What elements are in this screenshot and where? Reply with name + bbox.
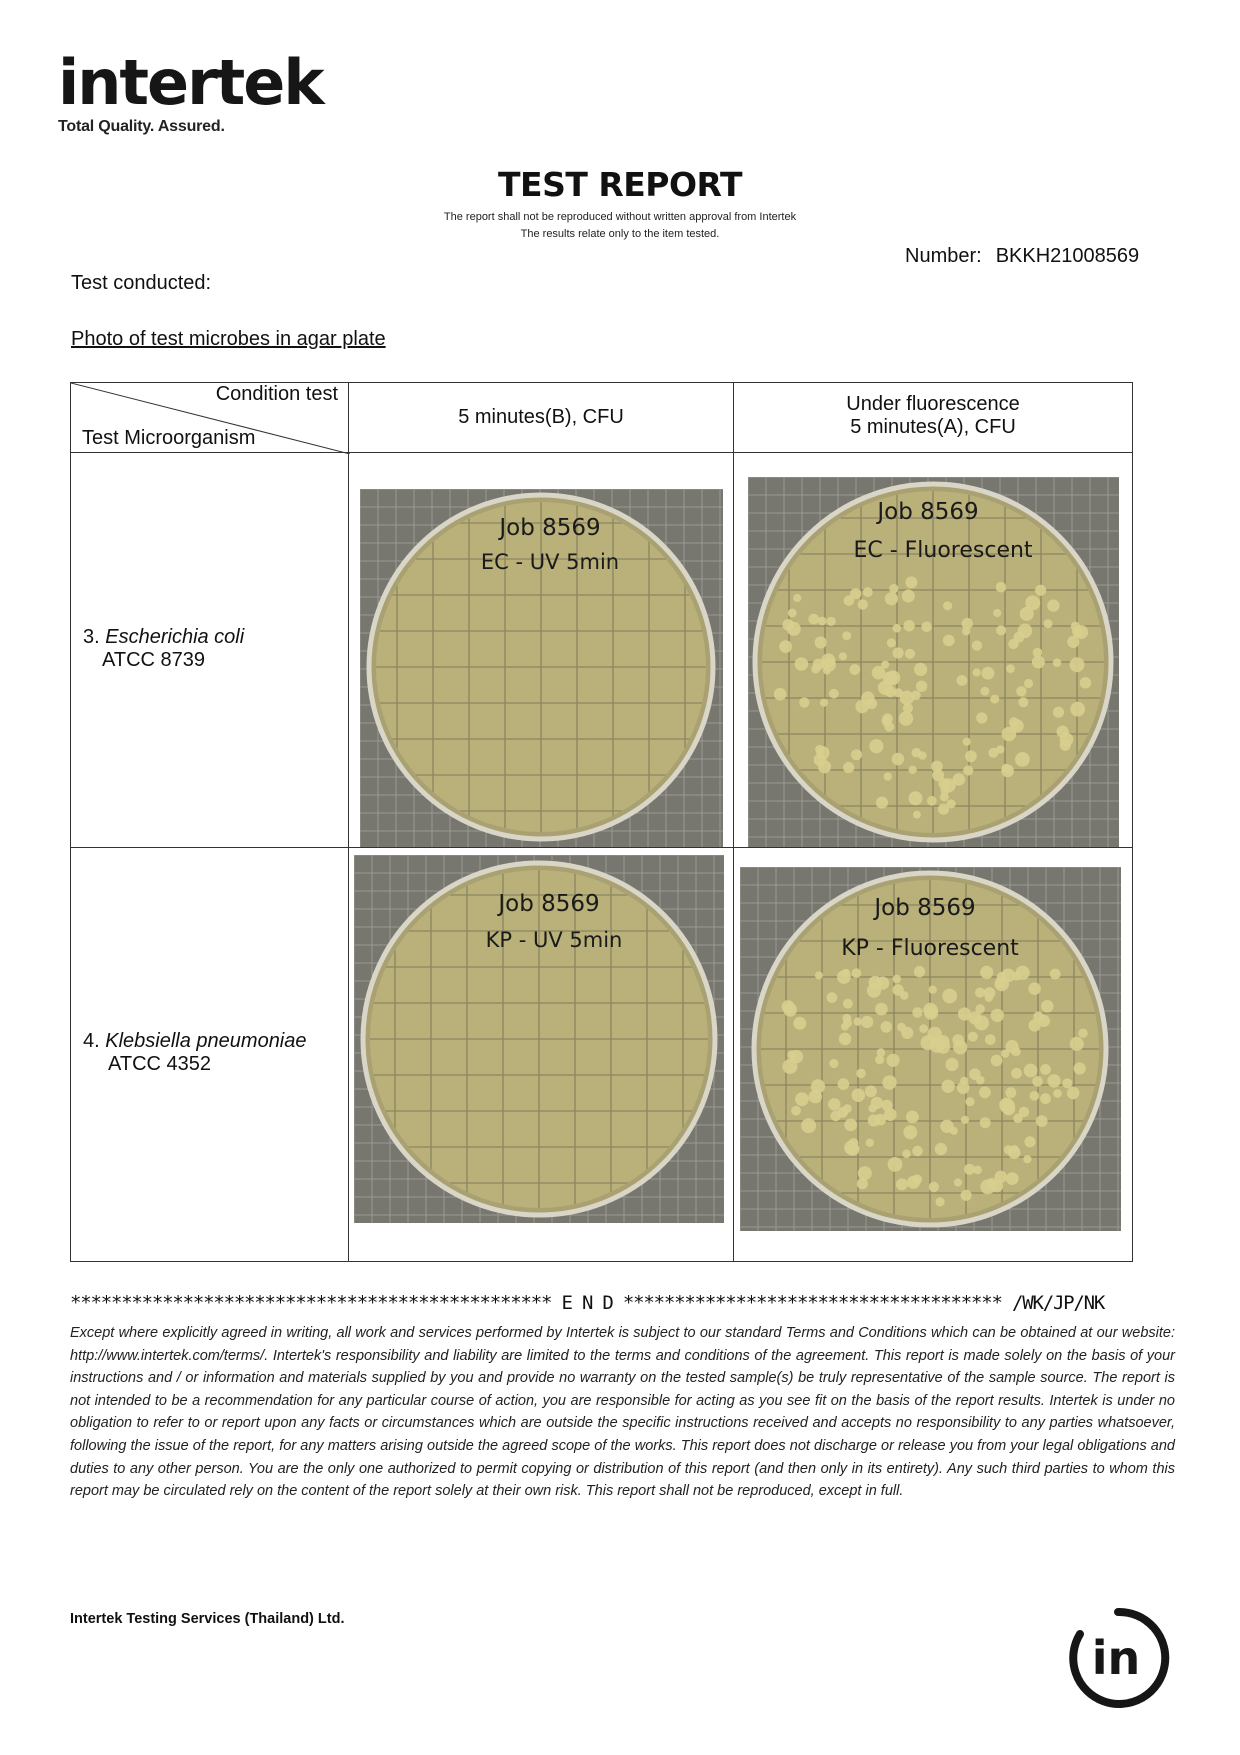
results-note: The results relate only to the item tested. xyxy=(520,228,720,240)
petri-dish-image xyxy=(354,855,724,1223)
reproduction-note: The report shall not be reproduced without written approval from Intertek xyxy=(443,211,797,223)
petri-dish-photo xyxy=(748,477,1119,848)
petri-dish-image xyxy=(740,867,1121,1231)
corner-header-cell xyxy=(70,382,349,453)
report-number-value: BKKH21008569 xyxy=(995,245,1140,267)
organism-name-kpneumoniae xyxy=(83,1029,307,1053)
intertek-in-icon xyxy=(1066,1606,1170,1710)
plate-cell-kpneumoniae-uv xyxy=(348,847,734,1262)
logo-wordmark: intertek xyxy=(58,46,323,119)
plate-label-line2: KP - UV 5min xyxy=(485,928,623,952)
intertek-logo xyxy=(58,46,323,148)
photo-heading: Photo of test microbes in agar plate xyxy=(71,328,386,350)
organism-number: 3. xyxy=(83,626,100,648)
plate-label-line2: EC - UV 5min xyxy=(480,550,620,574)
petri-dish-image xyxy=(360,489,723,847)
company-name: Intertek Testing Services (Thailand) Ltd. xyxy=(70,1611,345,1627)
col1-header: 5 minutes(B), CFU xyxy=(458,406,624,428)
disclaimer-text: Except where explicitly agreed in writing, all work and services performed by Intertek is subject to our standard Terms and Conditions which can be obtained at our website: http://www.intertek.com/terms/. Intertek's responsibility and liability are limited to the terms and conditions of the agreement. This report is made solely on the basis of your instructions and / or information and materials supplied by you and provide no warranty on the tested sample(s) be truly representative of the sample source. The report is not intended to be a recommendation for any particular course of action, you are responsible for acting as you see fit on the basis of the report results. Intertek is under no obligation to refer to or report upon any facts or circumstances which are outside the specific instructions received and accepts no responsibility to any parties whatsoever, following the issue of the report, for any matters arising outside the agreed scope of the works. This report does not discharge or release you from your legal obligations and duties to any other person. You are the only one authorized to permit copying or distribution of this report (and then only in its entirety). Any such third parties to whom this report may be circulated rely on the content of the report solely at their own risk. This report shall not be reproduced, except in full. xyxy=(70,1325,1175,1500)
petri-dish-photo xyxy=(740,867,1121,1231)
report-number-label: Number: xyxy=(905,245,982,267)
end-marker: *********************************************** E N D ************************************* /WK/JP/NK xyxy=(70,1292,1105,1314)
corner-bottom-label: Test Microorganism xyxy=(82,427,256,449)
organism-strain-ecoli: ATCC 8739 xyxy=(102,649,206,671)
petri-dish-photo xyxy=(360,489,723,847)
organism-cell-kpneumoniae xyxy=(70,847,349,1262)
plate-cell-ecoli-uv xyxy=(348,452,734,848)
col2-header-line2: 5 minutes(A), CFU xyxy=(850,416,1016,438)
plate-label-line1: Job 8569 xyxy=(499,515,601,541)
plate-cell-kpneumoniae-fluorescent xyxy=(733,847,1133,1262)
in-icon-text: in xyxy=(1091,1631,1141,1685)
petri-dish-photo xyxy=(354,855,724,1223)
organism-cell-ecoli xyxy=(70,452,349,848)
organism-strain-kpneumoniae: ATCC 4352 xyxy=(108,1053,212,1075)
test-conducted-label: Test conducted: xyxy=(71,272,212,294)
organism-number: 4. xyxy=(83,1030,100,1052)
page-title: TEST REPORT xyxy=(498,165,742,204)
results-table xyxy=(70,382,1133,1262)
plate-cell-ecoli-fluorescent xyxy=(733,452,1133,848)
logo-tagline: Total Quality. Assured. xyxy=(58,118,225,135)
plate-label-line1: Job 8569 xyxy=(877,499,979,525)
organism-species: Klebsiella pneumoniae xyxy=(105,1030,307,1052)
corner-top-label: Condition test xyxy=(215,383,338,405)
plate-label-line1: Job 8569 xyxy=(874,895,976,921)
organism-species: Escherichia coli xyxy=(105,626,245,648)
col1-header-cell xyxy=(348,382,734,453)
plate-label-line2: KP - Fluorescent xyxy=(841,936,1019,961)
col2-header-cell xyxy=(733,382,1133,453)
plate-label-line2: EC - Fluorescent xyxy=(853,538,1033,563)
petri-dish-image xyxy=(748,477,1119,848)
plate-label-line1: Job 8569 xyxy=(498,891,600,917)
col2-header-line1: Under fluorescence xyxy=(846,393,1020,415)
organism-name-ecoli xyxy=(83,625,244,649)
report-number xyxy=(905,245,1139,268)
